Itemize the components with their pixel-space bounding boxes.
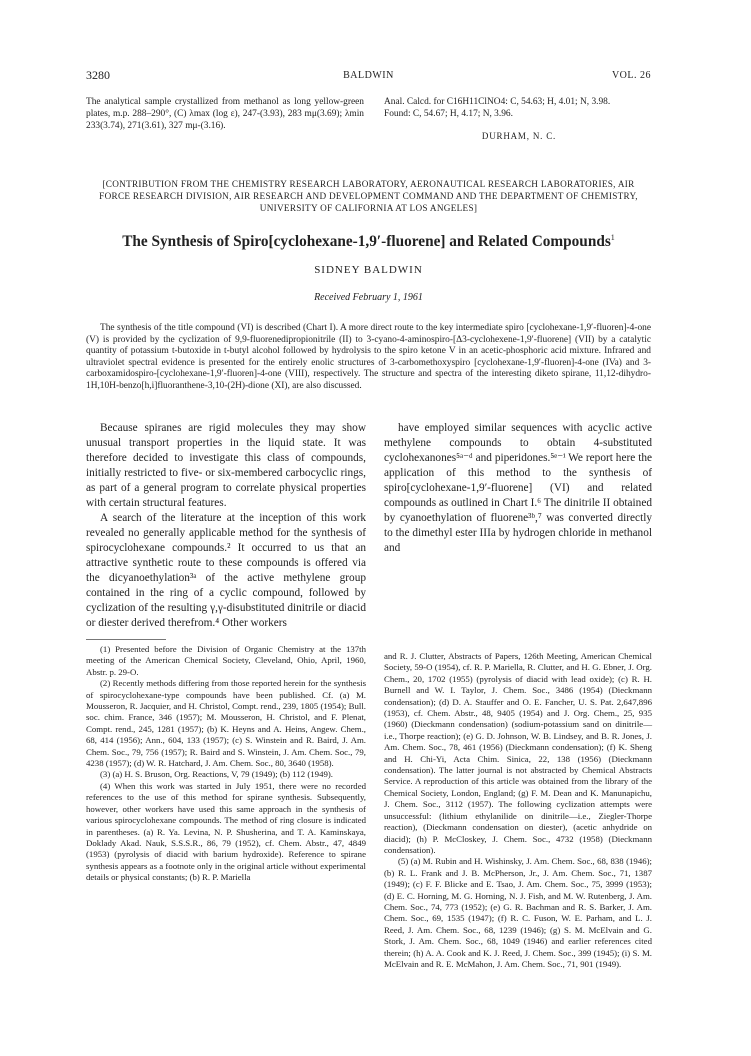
body-paragraph: Because spiranes are rigid molecules they may show unusual transport properties in the liquid state. It was therefore decided to investigate this class of compounds, initially restricted to five- or six-membered carbocyclic rings, as part of a general program to correlate physical properties with certain structural features. (86, 422, 366, 509)
received-date: Received February 1, 1961 (314, 292, 423, 303)
footnote: (1) Presented before the Division of Organic Chemistry at the 137th meeting of the American Chemical Society, Cleveland, Ohio, April, 1960, Abstr. p. 29-O. (86, 644, 366, 677)
right-column-footnotes (384, 651, 652, 970)
volume-label: VOL. 26 (611, 70, 651, 81)
article-title-text: The Synthesis of Spiro[cyclohexane-1,9′-fluorene] and Related Compounds (122, 233, 611, 251)
right-column (384, 421, 652, 556)
author: SIDNEY BALDWIN (314, 264, 423, 276)
page-number: 3280 (86, 68, 110, 82)
footnote: (4) When this work was started in July 1951, there were no recorded references to the use of this method for spirane synthesis. Subsequently, however, other workers have used this same approach in the synthesis of various spirocyclohexane compounds. The method of ring closure is indicated in parentheses. (a) R. Ya. Levina, N. P. Shusherina, and T. A. Kaminskaya, Doklady Akad. Nauk, S.S.S.R., 86, 79 (1952), cf. Chem. Abstr., 47, 4849 (1953) (pyrolysis of diacid with barium hydroxide). Reference to spirane synthesis appears as a footnote only in the original article without experimental details or physical constants; (b) R. P. Mariella (86, 780, 366, 883)
previous-article-signature: DURHAM, N. C. (481, 131, 557, 141)
footnote: (3) (a) H. S. Bruson, Org. Reactions, V, 79 (1949); (b) 112 (1949). (100, 769, 334, 780)
footnote: and R. J. Clutter, Abstracts of Papers, 126th Meeting, American Chemical Society, 59-O (1954), cf. R. P. Mariella, R. Clutter, and H. G. Ebner, J. Org. Chem., 20, 1702 (1955) (pyrolysis of diacid with lead oxide); (c) R. H. Burnell and W. I. Taylor, J. Chem. Soc., 3486 (1954) (Dieckmann condensation); (d) D. A. Stauffer and O. E. Fancher, U. S. Pat. 2,647,896 (1953), cf. Chem. Abstr., 48, 9405 (1954) and J. Org. Chem., 25, 935 (1960) (Dieckmann condensation) (sodium-potassium sand on dinitrile—i.e., Thorpe reaction); (e) G. D. Johnson, W. B. Lindsey, and B. R. Jones, J. Am. Chem. Soc., 78, 461 (1956) (Dieckmann condensation); (f) K. Sheng and H. Chi-Yi, Acta Chim. Sinica, 22, 138 (1956) (Dieckmann condensation). The latter journal is not abstracted by Chemical Abstracts Service. A reproduction of this article was obtained from the library of the Chemical Society, London, England; (g) F. M. Dean and K. Manunapichu, J. Chem. Soc., 3112 (1957). The following cyclization attempts were unsuccessful: (lithium ethylanilide on dinitrile—i.e., Ziegler-Thorpe reaction), (Dieckmann condensation on diester), (acetic anhydride on diacid); (h) P. McCloskey, J. Chem. Soc., 4732 (1958) (Dieckmann condensation). (384, 651, 652, 855)
previous-article-text: The analytical sample crystallized from methanol as long yellow-green plates, m.p. 288–290°, (C) λmax (log ε), 247-(3.93), 283 mμ(3.69); λmin 233(3.74), 271(3.61), 327 mμ-(3.16). (86, 97, 364, 131)
page-header (86, 68, 651, 84)
footnote: (2) Recently methods differing from those reported herein for the synthesis of spirocyclohexane-type compounds have been published. Cf. (a) M. Mousseron, R. Jacquier, and H. Christol, Compt. rend., 239, 1805 (1954); Bull. soc. chim. France, 346 (1957); M. Mousseron, H. Christol, and F. Plenat, Compt. rend., 245, 1281 (1957); (b) K. Heyns and A. Heins, Angew. Chem., 68, 414 (1956); Ann., 604, 133 (1957); (c) S. Winstein and R. Baird, J. Am. Chem. Soc., 79, 756 (1957); R. Baird and S. Winstein, J. Am. Chem. Soc., 79, 4238 (1957); (d) W. R. Hatchard, J. Am. Chem. Soc., 80, 3640 (1958). (86, 678, 366, 769)
body-paragraph: A search of the literature at the inception of this work revealed no generally applicable method for the synthesis of spirocyclohexane compounds.² It occurred to us that an attractive synthetic route to these compounds is offered via the dicyanoethylation³ᵃ of the active methylene group contained in the ring of a cyclic compound, followed by cyclization of the resulting γ,γ-disubstituted dinitrile or diacid or diester derived therefrom.⁴ Other workers (86, 512, 366, 629)
article-title (86, 233, 651, 251)
analysis-found: Found: C, 54.67; H, 4.17; N, 3.96. (384, 109, 513, 119)
left-column (86, 421, 366, 884)
footnote: (5) (a) M. Rubin and H. Wishinsky, J. Am. Chem. Soc., 68, 838 (1946); (b) R. L. Frank and J. B. McPherson, Jr., J. Am. Chem. Soc., 71, 1387 (1949); (c) F. F. Blicke and E. Tsao, J. Am. Chem. Soc., 75, 3999 (1953); (d) E. C. Horning, M. G. Horning, N. J. Fish, and M. W. Rutenberg, J. Am. Chem. Soc., 74, 773 (1952); (e) G. R. Bachman and R. S. Barker, J. Am. Chem. Soc., 69, 1535 (1947); (f) R. C. Fuson, W. E. Parham, and L. J. Reed, J. Am. Chem. Soc., 68, 1239 (1946); (g) S. M. McElvain and G. Stork, J. Am. Chem. Soc., 68, 1049 (1946) and earlier references cited therein; (h) A. A. Cook and K. J. Reed, J. Chem. Soc., 399 (1945); (i) S. M. McElvain and R. E. McMahon, J. Am. Chem. Soc., 71, 901 (1949). (384, 856, 652, 969)
analysis-calcd: Anal. Calcd. for C16H11ClNO4: C, 54.63; H, 4.01; N, 3.98. (384, 97, 611, 107)
abstract: The synthesis of the title compound (VI) is described (Chart I). A more direct route to the key intermediate spiro [cyclohexane-1,9′-fluoren]-4-one (V) is provided by the cyclization of 9,9-fluorenedipropionitrile (II) to 3-cyano-4-aminospiro-[Δ3-cyclohexene-1,9′-fluorene] (VII) by a catalytic quantity of potassium t-butoxide in t-butyl alcohol followed by hydrolysis to the spiro ketone V in an acetic-phosphoric acid mixture. Infrared and ultraviolet spectral evidence is presented for the entirely enolic structures of 3-carbomethoxyspiro [cyclohexane-1,9′-fluoren]-4-one (IVa) and 3-carboxamidospiro-[cyclohexane-1,9′-fluoren]-4-one (VIII), respectively. The structure and spectra of the interesting diketo spirane, 11,12-dihydro-1H,10H-benzo[h,i]fluoranthene-3,10-(2H)-dione (XI), are also discussed. (86, 323, 651, 391)
title-footnote-mark: 1 (610, 233, 615, 242)
footnote-divider (86, 639, 166, 640)
body-paragraph: have employed similar sequences with acyclic active methylene compounds to obtain 4-substituted cyclohexanones⁵ᵃ⁻ᵈ and piperidones.⁵ᵉ⁻ⁱ We report here the application of this method to the synthesis of spiro[cyclohexane-1,9′-fluorene] (VI) and related compounds as outlined in Chart I.⁶ The dinitrile II obtained by cyanoethylation of fluorene³ᵇ,⁷ was converted directly to the dimethyl ester IIIa by hydrogen chloride in methanol and (384, 422, 652, 554)
contribution-note: [CONTRIBUTION FROM THE CHEMISTRY RESEARCH LABORATORY, AERONAUTICAL RESEARCH LABORATORIES, AIR FORCE RESEARCH DIVISION, AIR RESEARCH AND DEVELOPMENT COMMAND AND THE DEPARTMENT OF CHEMISTRY, UNIVERSITY OF CALIFORNIA AT LOS ANGELES] (99, 179, 638, 213)
running-title: BALDWIN (343, 70, 394, 81)
previous-article-analysis (384, 96, 654, 142)
